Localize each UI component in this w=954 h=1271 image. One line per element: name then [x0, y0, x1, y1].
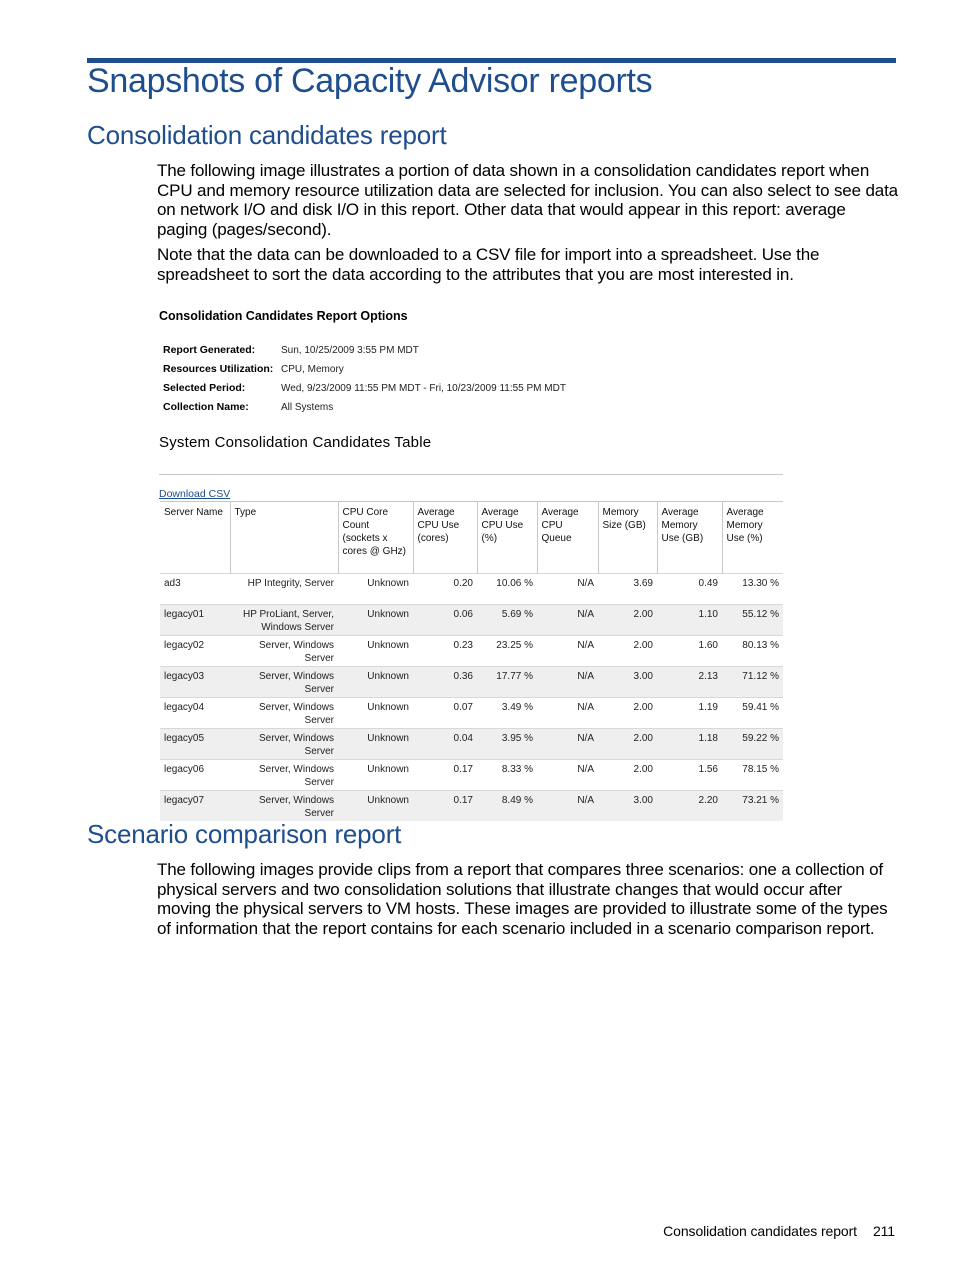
table-cell: Server, Windows Server — [258, 764, 334, 788]
table-cell: HP Integrity, Server — [247, 578, 334, 589]
table-cell: 1.18 — [698, 733, 718, 744]
table-cell: Unknown — [367, 671, 409, 682]
table-cell: Unknown — [367, 609, 409, 620]
column-header-avg-cpu-cores[interactable]: Average CPU Use (cores) — [413, 502, 477, 574]
table-cell: 1.10 — [698, 609, 718, 620]
table-cell: N/A — [577, 733, 594, 744]
table-cell: 3.49 % — [501, 702, 533, 713]
table-cell: N/A — [577, 671, 594, 682]
column-header-type[interactable]: Type — [230, 502, 338, 574]
table-cell: legacy03 — [164, 671, 205, 682]
table-body — [160, 574, 783, 822]
table-cell: 2.00 — [633, 640, 653, 651]
table-cell: 71.12 % — [742, 671, 779, 682]
table-cell: Server, Windows Server — [258, 795, 334, 819]
option-row-selected-period — [163, 382, 566, 394]
scenario-paragraph-1: The following images provide clips from a report that compares three scenarios: one a collection of physical servers and two consolidation solutions that illustrate changes that would occur after moving the physical servers to VM hosts. These images are provided to illustrate some of the types of information that the report contains for each scenario included in a scenario comparison report. — [157, 860, 888, 938]
option-value: Sun, 10/25/2009 3:55 PM MDT — [281, 345, 419, 356]
table-cell: 73.21 % — [742, 795, 779, 806]
table-cell: Unknown — [367, 640, 409, 651]
table-cell: ad3 — [164, 578, 181, 589]
table-cell: legacy01 — [164, 609, 205, 620]
table-cell: Server, Windows Server — [258, 671, 334, 695]
table-cell: 2.00 — [633, 733, 653, 744]
table-cell: Server, Windows Server — [258, 702, 334, 726]
table-cell: N/A — [577, 640, 594, 651]
consolidation-candidates-table — [160, 501, 783, 821]
table-cell: 5.69 % — [501, 609, 533, 620]
table-cell: 0.17 — [453, 795, 473, 806]
column-header-avg-memory-gb[interactable]: Average Memory Use (GB) — [657, 502, 722, 574]
table-cell: 3.00 — [633, 795, 653, 806]
option-row-report-generated — [163, 344, 419, 356]
option-value: CPU, Memory — [281, 364, 344, 375]
table-cell: 23.25 % — [496, 640, 533, 651]
table-title: System Consolidation Candidates Table — [159, 434, 432, 451]
table-cell: 1.60 — [698, 640, 718, 651]
table-cell: 78.15 % — [742, 764, 779, 775]
table-cell: 3.95 % — [501, 733, 533, 744]
page-title: Snapshots of Capacity Advisor reports — [87, 62, 653, 100]
table-cell: 0.17 — [453, 764, 473, 775]
option-label: Collection Name: — [163, 401, 249, 413]
table-cell: legacy02 — [164, 640, 205, 651]
table-row — [160, 667, 783, 698]
table-cell: 1.56 — [698, 764, 718, 775]
table-cell: 0.49 — [698, 578, 718, 589]
table-row — [160, 729, 783, 760]
column-header-server-name[interactable]: Server Name — [160, 502, 230, 574]
table-cell: 13.30 % — [742, 578, 779, 589]
table-row — [160, 574, 783, 605]
table-cell: 80.13 % — [742, 640, 779, 651]
table-cell: 0.23 — [453, 640, 473, 651]
table-cell: 55.12 % — [742, 609, 779, 620]
table-cell: 8.49 % — [501, 795, 533, 806]
download-csv-link[interactable]: Download CSV — [159, 488, 231, 500]
table-row — [160, 605, 783, 636]
consolidation-paragraph-1: The following image illustrates a portion of data shown in a consolidation candidates report when CPU and memory resource utilization data are selected for inclusion. You can also select to see data on network I/O and disk I/O in this report. Other data that would appear in this report: average paging (pages/second). — [157, 161, 898, 239]
page-footer — [663, 1223, 895, 1239]
table-cell: Server, Windows Server — [258, 733, 334, 757]
table-cell: 17.77 % — [496, 671, 533, 682]
table-cell: 8.33 % — [501, 764, 533, 775]
table-cell: 0.04 — [453, 733, 473, 744]
option-value: All Systems — [281, 402, 334, 413]
table-cell: legacy05 — [164, 733, 205, 744]
table-cell: legacy06 — [164, 764, 205, 775]
option-row-resources-utilization — [163, 363, 344, 375]
table-row — [160, 760, 783, 791]
table-cell: N/A — [577, 764, 594, 775]
table-cell: HP ProLiant, Server, Windows Server — [243, 609, 334, 633]
section-heading-consolidation: Consolidation candidates report — [87, 120, 447, 150]
table-cell: Unknown — [367, 702, 409, 713]
table-cell: Unknown — [367, 733, 409, 744]
table-cell: 1.19 — [698, 702, 718, 713]
option-label: Report Generated: — [163, 344, 256, 356]
table-cell: Unknown — [367, 764, 409, 775]
report-options-title: Consolidation Candidates Report Options — [159, 309, 408, 323]
section-heading-scenario: Scenario comparison report — [87, 819, 402, 849]
table-cell: legacy04 — [164, 702, 205, 713]
table-header-row — [160, 502, 783, 574]
column-header-avg-cpu-percent[interactable]: Average CPU Use (%) — [477, 502, 537, 574]
table-cell: N/A — [577, 578, 594, 589]
table-cell: 2.00 — [633, 764, 653, 775]
table-cell: 3.00 — [633, 671, 653, 682]
option-label: Selected Period: — [163, 382, 246, 394]
column-header-avg-cpu-queue[interactable]: Average CPU Queue — [537, 502, 598, 574]
table-cell: N/A — [577, 795, 594, 806]
table-cell: 0.20 — [453, 578, 473, 589]
option-value: Wed, 9/23/2009 11:55 PM MDT - Fri, 10/23/2009 11:55 PM MDT — [281, 383, 566, 394]
table-cell: legacy07 — [164, 795, 205, 806]
table-divider — [159, 474, 783, 475]
table-cell: Server, Windows Server — [258, 640, 334, 664]
table-cell: 0.36 — [453, 671, 473, 682]
table-cell: 2.13 — [698, 671, 718, 682]
table-row — [160, 791, 783, 822]
column-header-avg-memory-percent[interactable]: Average Memory Use (%) — [722, 502, 783, 574]
table-cell: 0.06 — [453, 609, 473, 620]
table-cell: N/A — [577, 702, 594, 713]
table-cell: 0.07 — [453, 702, 473, 713]
option-row-collection-name — [163, 401, 333, 413]
column-header-memory-size[interactable]: Memory Size (GB) — [598, 502, 657, 574]
table-cell: 59.41 % — [742, 702, 779, 713]
table-cell: 2.20 — [698, 795, 718, 806]
footer-label: Consolidation candidates report — [663, 1223, 857, 1239]
table-cell: 10.06 % — [496, 578, 533, 589]
table-row — [160, 636, 783, 667]
consolidation-paragraph-2: Note that the data can be downloaded to a CSV file for import into a spreadsheet. Use the spreadsheet to sort the data according to the attributes that you are most interested in. — [157, 245, 820, 284]
table-cell: 2.00 — [633, 702, 653, 713]
column-header-cpu-core-count[interactable]: CPU Core Count (sockets x cores @ GHz) — [338, 502, 413, 574]
option-label: Resources Utilization: — [163, 363, 274, 375]
table-cell: 59.22 % — [742, 733, 779, 744]
table-cell: Unknown — [367, 578, 409, 589]
table-row — [160, 698, 783, 729]
table-cell: N/A — [577, 609, 594, 620]
table-cell: Unknown — [367, 795, 409, 806]
page-number: 211 — [872, 1223, 895, 1239]
table-cell: 3.69 — [633, 578, 653, 589]
table-cell: 2.00 — [633, 609, 653, 620]
